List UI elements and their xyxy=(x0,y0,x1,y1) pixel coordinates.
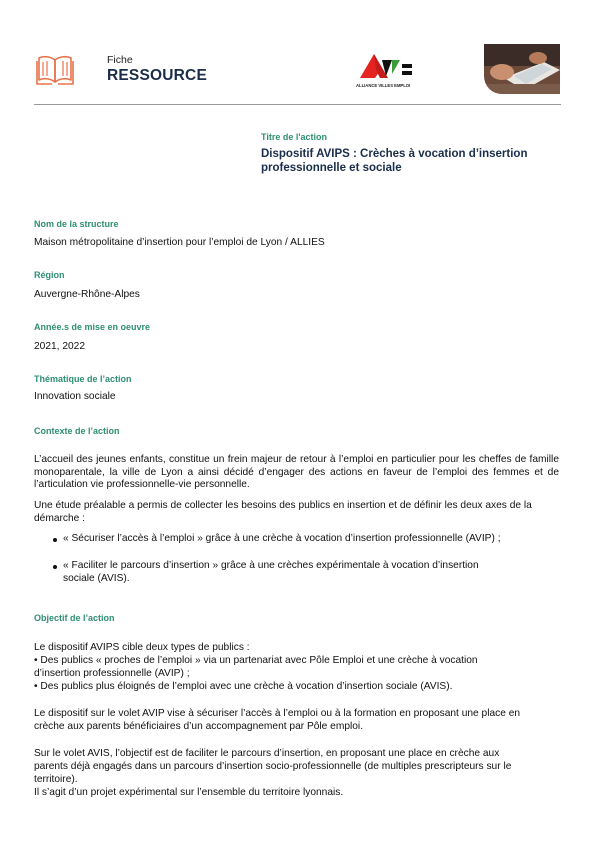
open-book-icon xyxy=(36,52,74,86)
ave-logo xyxy=(356,50,414,90)
objective-line: Il s’agit d’un projet expérimental sur l’ensemble du territoire lyonnais. xyxy=(34,787,344,798)
theme-value: Innovation sociale xyxy=(34,391,116,402)
context-paragraph-1: L’accueil des jeunes enfants, constitue un frein majeur de retour à l’emploi en particulier pour les cheffes de famille monoparentale, la ville de Lyon a ainsi décidé d’engager des actions en faveur de l’emploi des femmes et de l’articulation vie professionnelle-vie personnelle. xyxy=(34,454,559,490)
ressource-heading: RESSOURCE xyxy=(107,67,207,84)
context-label: Contexte de l’action xyxy=(34,426,120,436)
objective-line: Le dispositif sur le volet AVIP vise à sécuriser l’accès à l’emploi ou à la formation en proposant une place en xyxy=(34,708,521,719)
region-label: Région xyxy=(34,270,65,280)
action-title: Dispositif AVIPS : Crèches à vocation d’insertion professionnelle et sociale xyxy=(261,148,528,174)
objective-line: Le dispositif AVIPS cible deux types de publics : xyxy=(34,642,250,653)
objective-line: • Des publics plus éloignés de l’emploi avec une crèche à vocation d’insertion sociale (AVIS). xyxy=(34,681,453,692)
header-divider xyxy=(34,104,561,105)
objective-line: d’insertion professionnelle (AVIP) ; xyxy=(34,668,190,679)
structure-value: Maison métropolitaine d’insertion pour l’emploi de Lyon / ALLIES xyxy=(34,237,325,248)
objective-line: Sur le volet AVIS, l’objectif est de faciliter le parcours d’insertion, en proposant une place en crèche aux xyxy=(34,748,500,759)
context-bullet-1: « Sécuriser l’accès à l’emploi » grâce à une crèche à vocation d’insertion professionnelle (AVIP) ; xyxy=(63,533,501,544)
bullet-dot xyxy=(53,565,57,569)
years-label: Année.s de mise en oeuvre xyxy=(34,322,151,332)
context-bullet-2-line-1: « Faciliter le parcours d’insertion » grâce à une crèches expérimentale à vocation d’insertion xyxy=(63,560,479,571)
context-bullet-2-line-2: sociale (AVIS). xyxy=(63,573,130,584)
logo-caption: ALLIANCE VILLES EMPLOI xyxy=(356,83,411,88)
objective-line: parents déjà engagés dans un parcours d’insertion socio-professionnelle (de multiples prescripteurs sur le xyxy=(34,761,512,772)
bullet-dot xyxy=(53,538,57,542)
objective-line: crèche aux parents bénéficiaires d’un accompagnement par Pôle emploi. xyxy=(34,721,364,732)
header-photo xyxy=(484,44,560,94)
structure-label: Nom de la structure xyxy=(34,219,119,229)
context-paragraph-2: Une étude préalable a permis de collecter les besoins des publics en insertion et de définir les deux axes de la démarche : xyxy=(34,500,532,524)
objective-line: • Des publics « proches de l’emploi » via un partenariat avec Pôle Emploi et une crèche à vocation xyxy=(34,655,478,666)
objective-label: Objectif de l’action xyxy=(34,613,115,623)
objective-line: territoire). xyxy=(34,774,78,785)
region-value: Auvergne-Rhône-Alpes xyxy=(34,289,140,300)
years-value: 2021, 2022 xyxy=(34,341,85,352)
fiche-label: Fiche xyxy=(107,54,133,66)
title-label: Titre de l'action xyxy=(261,132,327,142)
theme-label: Thématique de l’action xyxy=(34,374,132,384)
